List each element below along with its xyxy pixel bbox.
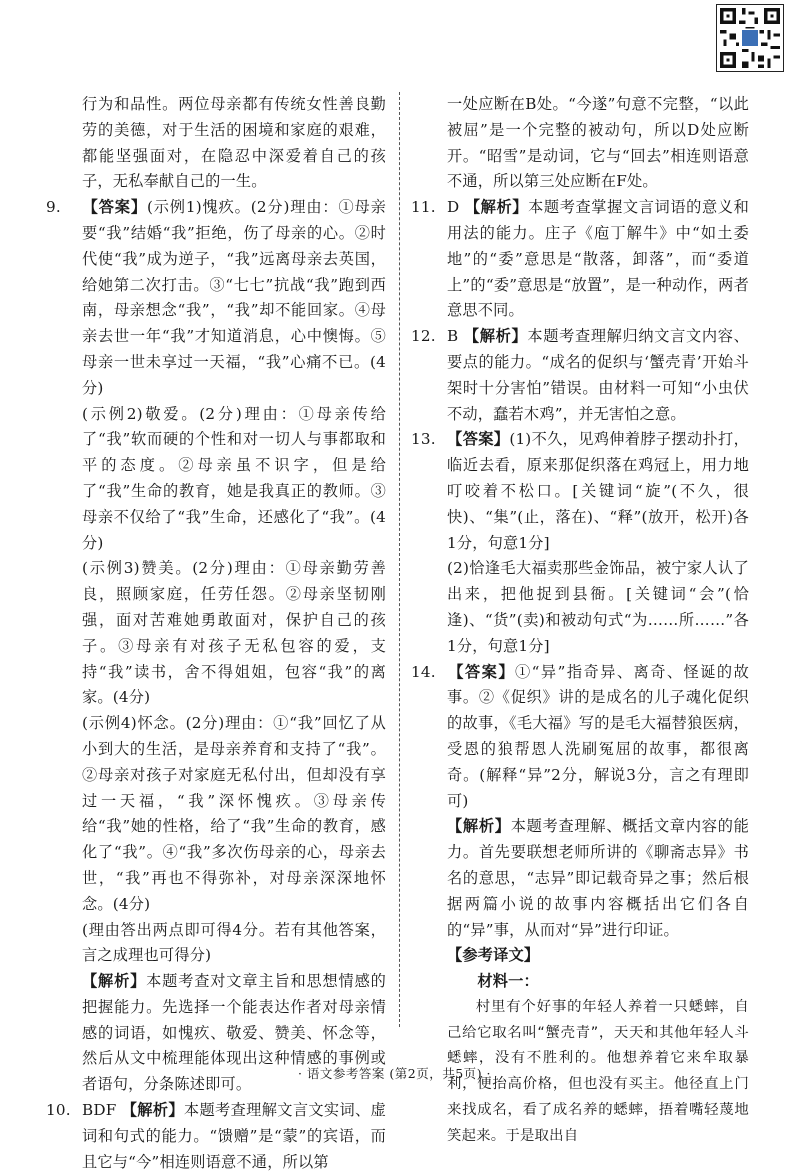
q9-scoring-note: (理由答出两点即可得4分。若有其他答案，言之成理也可得分) [82, 920, 386, 965]
question-14: 14. 【答案】①“异”指奇异、离奇、怪诞的故事。②《促织》讲的是成名的儿子魂化促织的故事，《毛大福》写的是毛大福替狼医病，受恩的狼帮恩人洗刷冤屈的故事，都很离奇。(解释“异”2分，解说3分，言之有理即可) [411, 662, 749, 810]
q9-example-2: (示例2)敬爱。(2分)理由：①母亲传给了“我”软而硬的个性和对一切人与事都取和平的态度。②母亲虽不识字，但是给了“我”生命的教育，她是我真正的教师。③母亲不仅给了“我”生命，还感化了“我”。(4分) [82, 404, 386, 552]
question-12: 12. B 【解析】本题考查理解归纳文言文内容、要点的能力。“成名的促织与‘蟹壳青’开始斗架时十分害怕”错误。由材料一可知“小虫伏不动，蠢若木鸡”，并无害怕之意。 [411, 327, 749, 423]
q10-analysis: 本题考查理解文言文实词、虚词和句式的能力。“馈赠”是“蒙”的宾语，而且它与“今”相连则语意不通，所以第 [82, 1101, 386, 1171]
q12-analysis: 本题考查理解归纳文言文内容、要点的能力。“成名的促织与‘蟹壳青’开始斗架时十分害怕”错误。由材料一可知“小虫伏不动，蠢若木鸡”，并无害怕之意。 [447, 327, 749, 423]
q10-continuation: 一处应断在B处。“今遂”句意不完整，“以此被屈”是一个完整的被动句，所以D处应断开。“昭雪”是动词，它与“回去”相连则语意不通，所以第三处应断在F处。 [447, 95, 749, 191]
q9-example-1: (示例1)愧疚。(2分)理由：①母亲要“我”结婚“我”拒绝，伤了母亲的心。②时代使“我”成为逆子，“我”远离母亲去英国，给她第二次打击。③“七七”抗战“我”跑到西南，母亲想念“我”，“我”却不能回家。④母亲去世一年“我”才知道消息，心中懊悔。⑤母亲一世未享过一天福，“我”心痛不已。(4分) [82, 198, 386, 397]
q13-part-2: (2)恰逢毛大福卖那些金饰品，被宁家人认了出来，把他捉到县衙。[关键词“会”(恰逢)、“货”(卖)和被动句式“为……所……”各1分，句意1分] [447, 559, 749, 655]
q11-analysis: 本题考查掌握文言词语的意义和用法的能力。庄子《庖丁解牛》中“如土委地”的“委”意思是“散落，卸落”，而“委道上”的“委”意思是“放置”，是一种动作，两者意思不同。 [447, 198, 749, 320]
q13-part-1: (1)不久，见鸡伸着脖子摆动扑打，临近去看，原来那促织落在鸡冠上，用力地叮咬着不松口。[关键词“旋”(不久，很快)、“集”(止，落在)、“释”(放开，松开)各1分，句意1分] [447, 430, 749, 552]
left-column [46, 92, 386, 1175]
question-11: 11. D 【解析】本题考查掌握文言词语的意义和用法的能力。庄子《庖丁解牛》中“如土委地”的“委”意思是“散落，卸落”，而“委道上”的“委”意思是“放置”，是一种动作，两者意思不同。 [411, 198, 749, 320]
translation-heading: 【参考译文】 [447, 946, 540, 965]
column-divider [399, 92, 400, 1027]
q8-continuation: 行为和品性。两位母亲都有传统女性善良勤劳的美德，对于生活的困境和家庭的艰难，都能坚强面对，在隐忍中深爱着自己的孩子，无私奉献自己的一生。 [82, 95, 386, 191]
q10-answer: BDF [82, 1101, 117, 1120]
q9-example-4: (示例4)怀念。(2分)理由：①“我”回忆了从小到大的生活，是母亲养育和支持了“我”。②母亲对孩子对家庭无私付出，但却没有享过一天福，“我”深怀愧疚。③母亲传给“我”她的性格，给了“我”生命的教育，感化了“我”。④“我”多次伤母亲的心，母亲去世，“我”再也不得弥补，对母亲深深地怀念。(4分) [82, 714, 386, 913]
question-10: 10. BDF 【解析】本题考查理解文言文实词、虚词和句式的能力。“馈赠”是“蒙”的宾语，而且它与“今”相连则语意不通，所以第 [46, 1101, 386, 1171]
qr-code-icon [716, 4, 784, 72]
q14-analysis: 【解析】本题考查理解、概括文章内容的能力。首先要联想老师所讲的《聊斋志异》书名的意思，“志异”即记载奇异之事；然后根据两篇小说的故事内容概括出它们各自的“异”事，从而对“异”进行印证。 [447, 817, 750, 939]
question-9: 9. 【答案】(示例1)愧疚。(2分)理由：①母亲要“我”结婚“我”拒绝，伤了母亲的心。②时代使“我”成为逆子，“我”远离母亲去英国，给她第二次打击。③“七七”抗战“我”跑到西南，母亲想念“我”，“我”却不能回家。④母亲去世一年“我”才知道消息，心中懊悔。⑤母亲一世未享过一天福，“我”心痛不已。(4分) [46, 198, 386, 397]
q11-answer: D [447, 198, 460, 217]
translation-text: 村里有个好事的年轻人养着一只蟋蟀，自己给它取名叫“蟹壳青”，天天和其他年轻人斗蟋蟀，没有不胜利的。他想养着它来牟取暴利，便抬高价格，但也没有买主。他径直上门来找成名，看了成名养的蟋蟀，捂着嘴轻蔑地笑起来。于是取出自 [447, 998, 749, 1144]
q14-answer: ①“异”指奇异、离奇、怪诞的故事。②《促织》讲的是成名的儿子魂化促织的故事，《毛大福》写的是毛大福替狼医病，受恩的狼帮恩人洗刷冤屈的故事，都很离奇。(解释“异”2分，解说3分，言之有理即可) [447, 662, 749, 810]
q9-example-3: (示例3)赞美。(2分)理由：①母亲勤劳善良，照顾家庭，任劳任怨。②母亲坚韧刚强，面对苦难她勇敢面对，保护自己的孩子。③母亲有对孩子无私包容的爱，支持“我”读书，舍不得姐姐，包容“我”的离家。(4分) [82, 559, 386, 707]
right-column [411, 92, 749, 1150]
q9-analysis: 【解析】本题考查对文章主旨和思想情感的把握能力。先选择一个能表达作者对母亲情感的词语，如愧疚、敬爱、赞美、怀念等，然后从文中梳理能体现出这种情感的事例或者语句，分条陈述即可。 [82, 972, 386, 1094]
material-one-label: 材料一： [477, 972, 539, 991]
question-13: 13. 【答案】(1)不久，见鸡伸着脖子摆动扑打，临近去看，原来那促织落在鸡冠上，用力地叮咬着不松口。[关键词“旋”(不久，很快)、“集”(止，落在)、“释”(放开，松开)各1分，句意1分] [411, 430, 749, 552]
page-footer: · 语文参考答案 (第2页，共5页) · [297, 1066, 492, 1081]
q12-answer: B [447, 327, 459, 346]
